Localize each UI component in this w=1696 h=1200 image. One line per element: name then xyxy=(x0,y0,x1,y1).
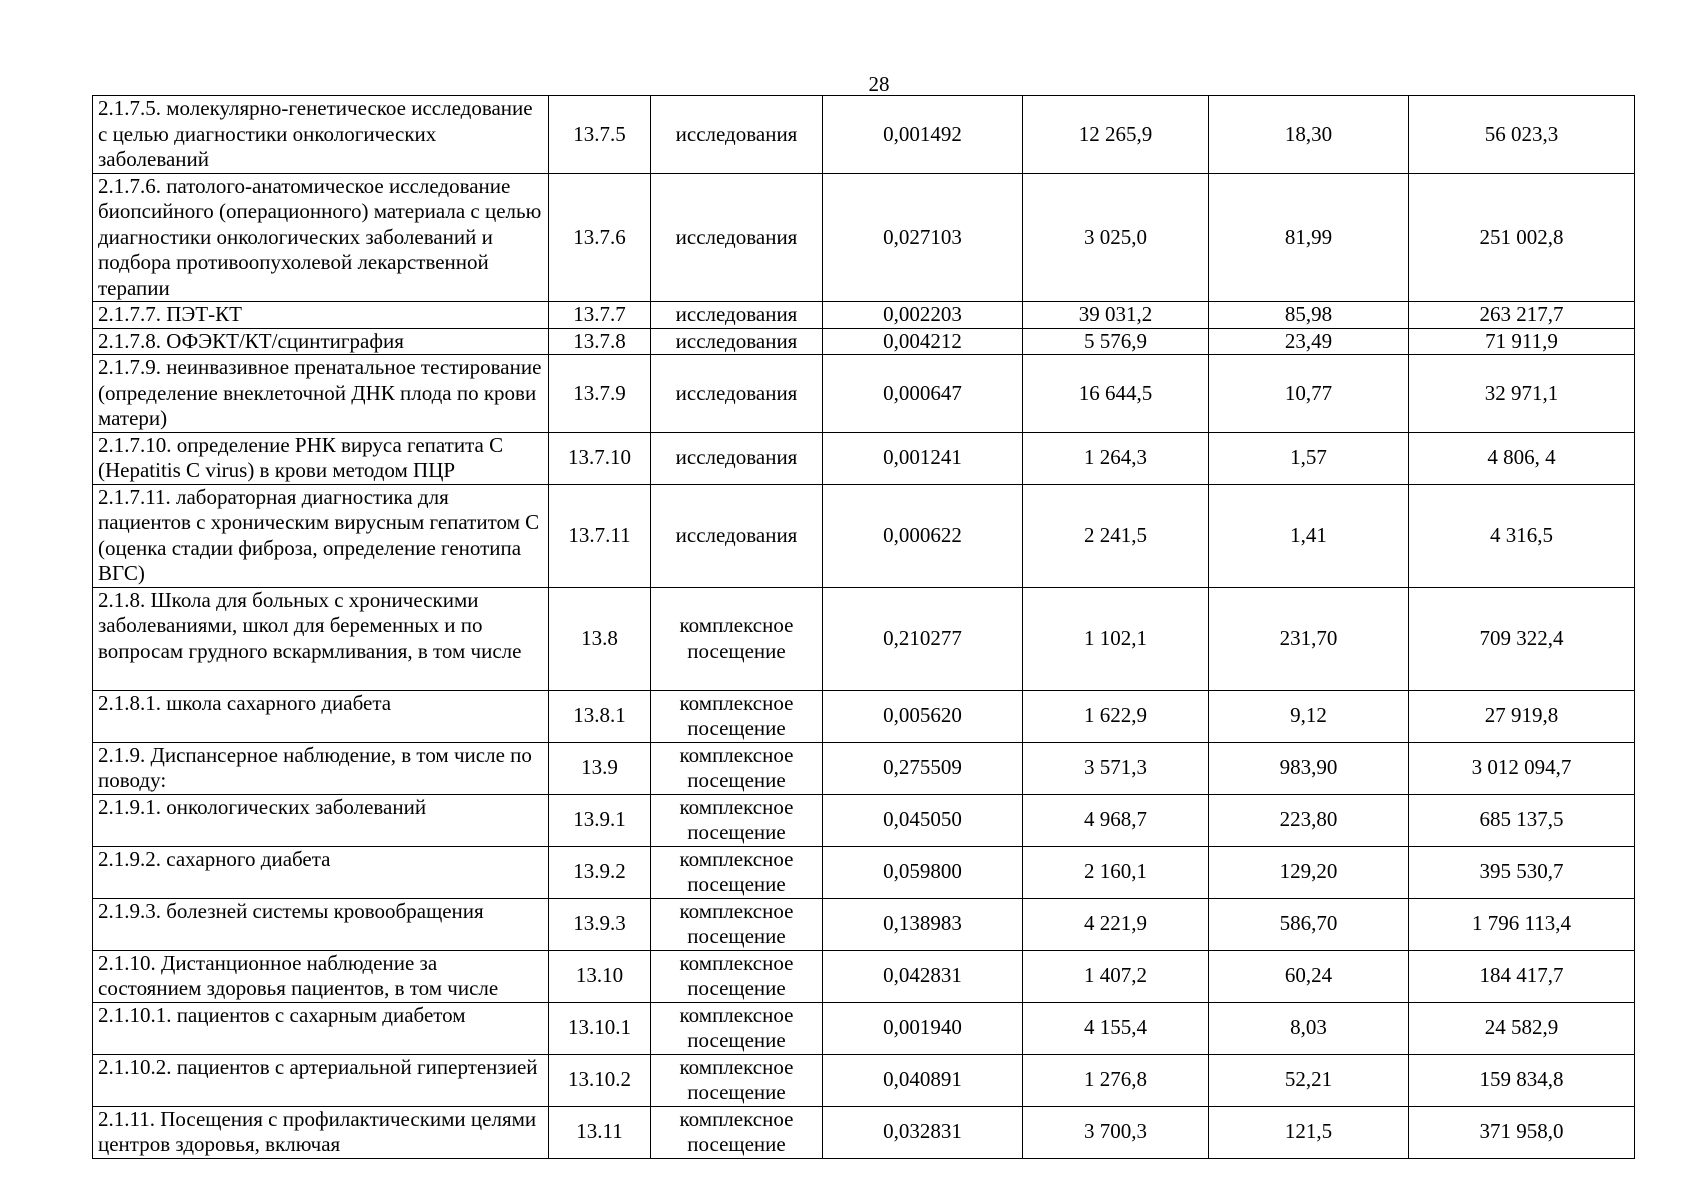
row-description: 2.1.7.7. ПЭТ-КТ xyxy=(93,302,549,329)
row-per-capita: 983,90 xyxy=(1209,742,1409,794)
row-description: 2.1.7.9. неинвазивное пренатальное тестирование (определение внеклеточной ДНК плода по крови матери) xyxy=(93,355,549,433)
row-code: 13.9 xyxy=(549,742,651,794)
page-number: 28 xyxy=(868,72,890,96)
row-cost: 4 221,9 xyxy=(1023,898,1209,950)
row-norm: 0,275509 xyxy=(823,742,1023,794)
row-norm: 0,027103 xyxy=(823,173,1023,302)
row-per-capita: 18,30 xyxy=(1209,96,1409,174)
row-total: 685 137,5 xyxy=(1409,794,1635,846)
row-total: 4 806, 4 xyxy=(1409,432,1635,484)
row-unit: комплексное посещение xyxy=(651,950,823,1002)
row-norm: 0,138983 xyxy=(823,898,1023,950)
row-unit: комплексное посещение xyxy=(651,846,823,898)
table-row xyxy=(93,173,1635,302)
row-code: 13.7.9 xyxy=(549,355,651,433)
row-cost: 2 241,5 xyxy=(1023,484,1209,587)
row-unit: комплексное посещение xyxy=(651,742,823,794)
row-norm: 0,005620 xyxy=(823,690,1023,742)
row-code: 13.7.11 xyxy=(549,484,651,587)
table-row xyxy=(93,328,1635,355)
row-cost: 2 160,1 xyxy=(1023,846,1209,898)
row-cost: 5 576,9 xyxy=(1023,328,1209,355)
row-per-capita: 121,5 xyxy=(1209,1106,1409,1158)
row-unit: комплексное посещение xyxy=(651,1054,823,1106)
row-total: 251 002,8 xyxy=(1409,173,1635,302)
row-description: 2.1.7.6. патолого-анатомическое исследование биопсийного (операционного) материала с целью диагностики онкологических заболеваний и подбора противоопухолевой лекарственной терапии xyxy=(93,173,549,302)
table-row xyxy=(93,794,1635,846)
row-cost: 3 700,3 xyxy=(1023,1106,1209,1158)
row-per-capita: 1,41 xyxy=(1209,484,1409,587)
row-code: 13.7.6 xyxy=(549,173,651,302)
row-code: 13.9.1 xyxy=(549,794,651,846)
table-row xyxy=(93,432,1635,484)
row-cost: 1 102,1 xyxy=(1023,587,1209,690)
row-cost: 1 622,9 xyxy=(1023,690,1209,742)
row-description: 2.1.7.5. молекулярно-генетическое исследование с целью диагностики онкологических заболеваний xyxy=(93,96,549,174)
row-per-capita: 231,70 xyxy=(1209,587,1409,690)
table-row xyxy=(93,302,1635,329)
row-total: 32 971,1 xyxy=(1409,355,1635,433)
table-row xyxy=(93,742,1635,794)
table-row xyxy=(93,484,1635,587)
row-total: 263 217,7 xyxy=(1409,302,1635,329)
row-description: 2.1.7.10. определение РНК вируса гепатита C (Hepatitis C virus) в крови методом ПЦР xyxy=(93,432,549,484)
row-norm: 0,001241 xyxy=(823,432,1023,484)
row-total: 56 023,3 xyxy=(1409,96,1635,174)
row-total: 709 322,4 xyxy=(1409,587,1635,690)
row-description: 2.1.9.2. сахарного диабета xyxy=(93,846,549,898)
row-code: 13.10 xyxy=(549,950,651,1002)
row-per-capita: 129,20 xyxy=(1209,846,1409,898)
data-table xyxy=(92,95,1635,1159)
row-cost: 12 265,9 xyxy=(1023,96,1209,174)
table-row xyxy=(93,690,1635,742)
row-code: 13.7.10 xyxy=(549,432,651,484)
row-norm: 0,210277 xyxy=(823,587,1023,690)
row-per-capita: 10,77 xyxy=(1209,355,1409,433)
table-row xyxy=(93,1002,1635,1054)
row-unit: исследования xyxy=(651,355,823,433)
row-total: 371 958,0 xyxy=(1409,1106,1635,1158)
row-code: 13.7.7 xyxy=(549,302,651,329)
row-unit: комплексное посещение xyxy=(651,794,823,846)
row-per-capita: 8,03 xyxy=(1209,1002,1409,1054)
row-cost: 1 407,2 xyxy=(1023,950,1209,1002)
row-description: 2.1.8.1. школа сахарного диабета xyxy=(93,690,549,742)
table-row xyxy=(93,96,1635,174)
row-description: 2.1.7.8. ОФЭКТ/КТ/сцинтиграфия xyxy=(93,328,549,355)
row-description: 2.1.8. Школа для больных с хроническими заболеваниями, школ для беременных и по вопросам грудного вскармливания, в том числе xyxy=(93,587,549,690)
row-cost: 39 031,2 xyxy=(1023,302,1209,329)
row-unit: исследования xyxy=(651,328,823,355)
row-per-capita: 223,80 xyxy=(1209,794,1409,846)
row-norm: 0,001940 xyxy=(823,1002,1023,1054)
row-description: 2.1.10.1. пациентов с сахарным диабетом xyxy=(93,1002,549,1054)
row-unit: комплексное посещение xyxy=(651,1002,823,1054)
table-row xyxy=(93,1106,1635,1158)
row-total: 71 911,9 xyxy=(1409,328,1635,355)
row-code: 13.8.1 xyxy=(549,690,651,742)
table-row xyxy=(93,587,1635,690)
row-description: 2.1.9. Диспансерное наблюдение, в том числе по поводу: xyxy=(93,742,549,794)
row-description: 2.1.11. Посещения с профилактическими целями центров здоровья, включая xyxy=(93,1106,549,1158)
row-total: 3 012 094,7 xyxy=(1409,742,1635,794)
row-code: 13.7.5 xyxy=(549,96,651,174)
row-total: 27 919,8 xyxy=(1409,690,1635,742)
table-row xyxy=(93,846,1635,898)
row-code: 13.8 xyxy=(549,587,651,690)
row-total: 159 834,8 xyxy=(1409,1054,1635,1106)
table-row xyxy=(93,1054,1635,1106)
row-code: 13.9.3 xyxy=(549,898,651,950)
row-unit: исследования xyxy=(651,96,823,174)
row-total: 1 796 113,4 xyxy=(1409,898,1635,950)
row-per-capita: 85,98 xyxy=(1209,302,1409,329)
row-cost: 4 968,7 xyxy=(1023,794,1209,846)
row-cost: 1 264,3 xyxy=(1023,432,1209,484)
row-unit: комплексное посещение xyxy=(651,1106,823,1158)
row-unit: исследования xyxy=(651,484,823,587)
row-total: 24 582,9 xyxy=(1409,1002,1635,1054)
row-norm: 0,002203 xyxy=(823,302,1023,329)
row-cost: 1 276,8 xyxy=(1023,1054,1209,1106)
row-per-capita: 1,57 xyxy=(1209,432,1409,484)
row-cost: 16 644,5 xyxy=(1023,355,1209,433)
row-unit: комплексное посещение xyxy=(651,587,823,690)
row-norm: 0,001492 xyxy=(823,96,1023,174)
row-unit: комплексное посещение xyxy=(651,898,823,950)
row-cost: 4 155,4 xyxy=(1023,1002,1209,1054)
row-norm: 0,004212 xyxy=(823,328,1023,355)
row-description: 2.1.7.11. лабораторная диагностика для пациентов с хроническим вирусным гепатитом C (оценка стадии фиброза, определение генотипа ВГС) xyxy=(93,484,549,587)
row-cost: 3 025,0 xyxy=(1023,173,1209,302)
row-per-capita: 81,99 xyxy=(1209,173,1409,302)
row-code: 13.10.1 xyxy=(549,1002,651,1054)
row-code: 13.9.2 xyxy=(549,846,651,898)
row-per-capita: 586,70 xyxy=(1209,898,1409,950)
row-norm: 0,045050 xyxy=(823,794,1023,846)
row-norm: 0,000647 xyxy=(823,355,1023,433)
row-per-capita: 9,12 xyxy=(1209,690,1409,742)
row-description: 2.1.10. Дистанционное наблюдение за состоянием здоровья пациентов, в том числе xyxy=(93,950,549,1002)
row-per-capita: 52,21 xyxy=(1209,1054,1409,1106)
row-code: 13.7.8 xyxy=(549,328,651,355)
row-norm: 0,042831 xyxy=(823,950,1023,1002)
row-norm: 0,032831 xyxy=(823,1106,1023,1158)
row-total: 4 316,5 xyxy=(1409,484,1635,587)
row-unit: исследования xyxy=(651,302,823,329)
row-total: 395 530,7 xyxy=(1409,846,1635,898)
row-description: 2.1.9.3. болезней системы кровообращения xyxy=(93,898,549,950)
row-total: 184 417,7 xyxy=(1409,950,1635,1002)
table-row xyxy=(93,355,1635,433)
row-norm: 0,040891 xyxy=(823,1054,1023,1106)
row-code: 13.11 xyxy=(549,1106,651,1158)
table-row xyxy=(93,950,1635,1002)
row-cost: 3 571,3 xyxy=(1023,742,1209,794)
row-norm: 0,059800 xyxy=(823,846,1023,898)
row-unit: исследования xyxy=(651,173,823,302)
row-unit: исследования xyxy=(651,432,823,484)
row-unit: комплексное посещение xyxy=(651,690,823,742)
row-description: 2.1.10.2. пациентов с артериальной гипертензией xyxy=(93,1054,549,1106)
table-row xyxy=(93,898,1635,950)
row-description: 2.1.9.1. онкологических заболеваний xyxy=(93,794,549,846)
row-per-capita: 23,49 xyxy=(1209,328,1409,355)
row-code: 13.10.2 xyxy=(549,1054,651,1106)
row-per-capita: 60,24 xyxy=(1209,950,1409,1002)
row-norm: 0,000622 xyxy=(823,484,1023,587)
